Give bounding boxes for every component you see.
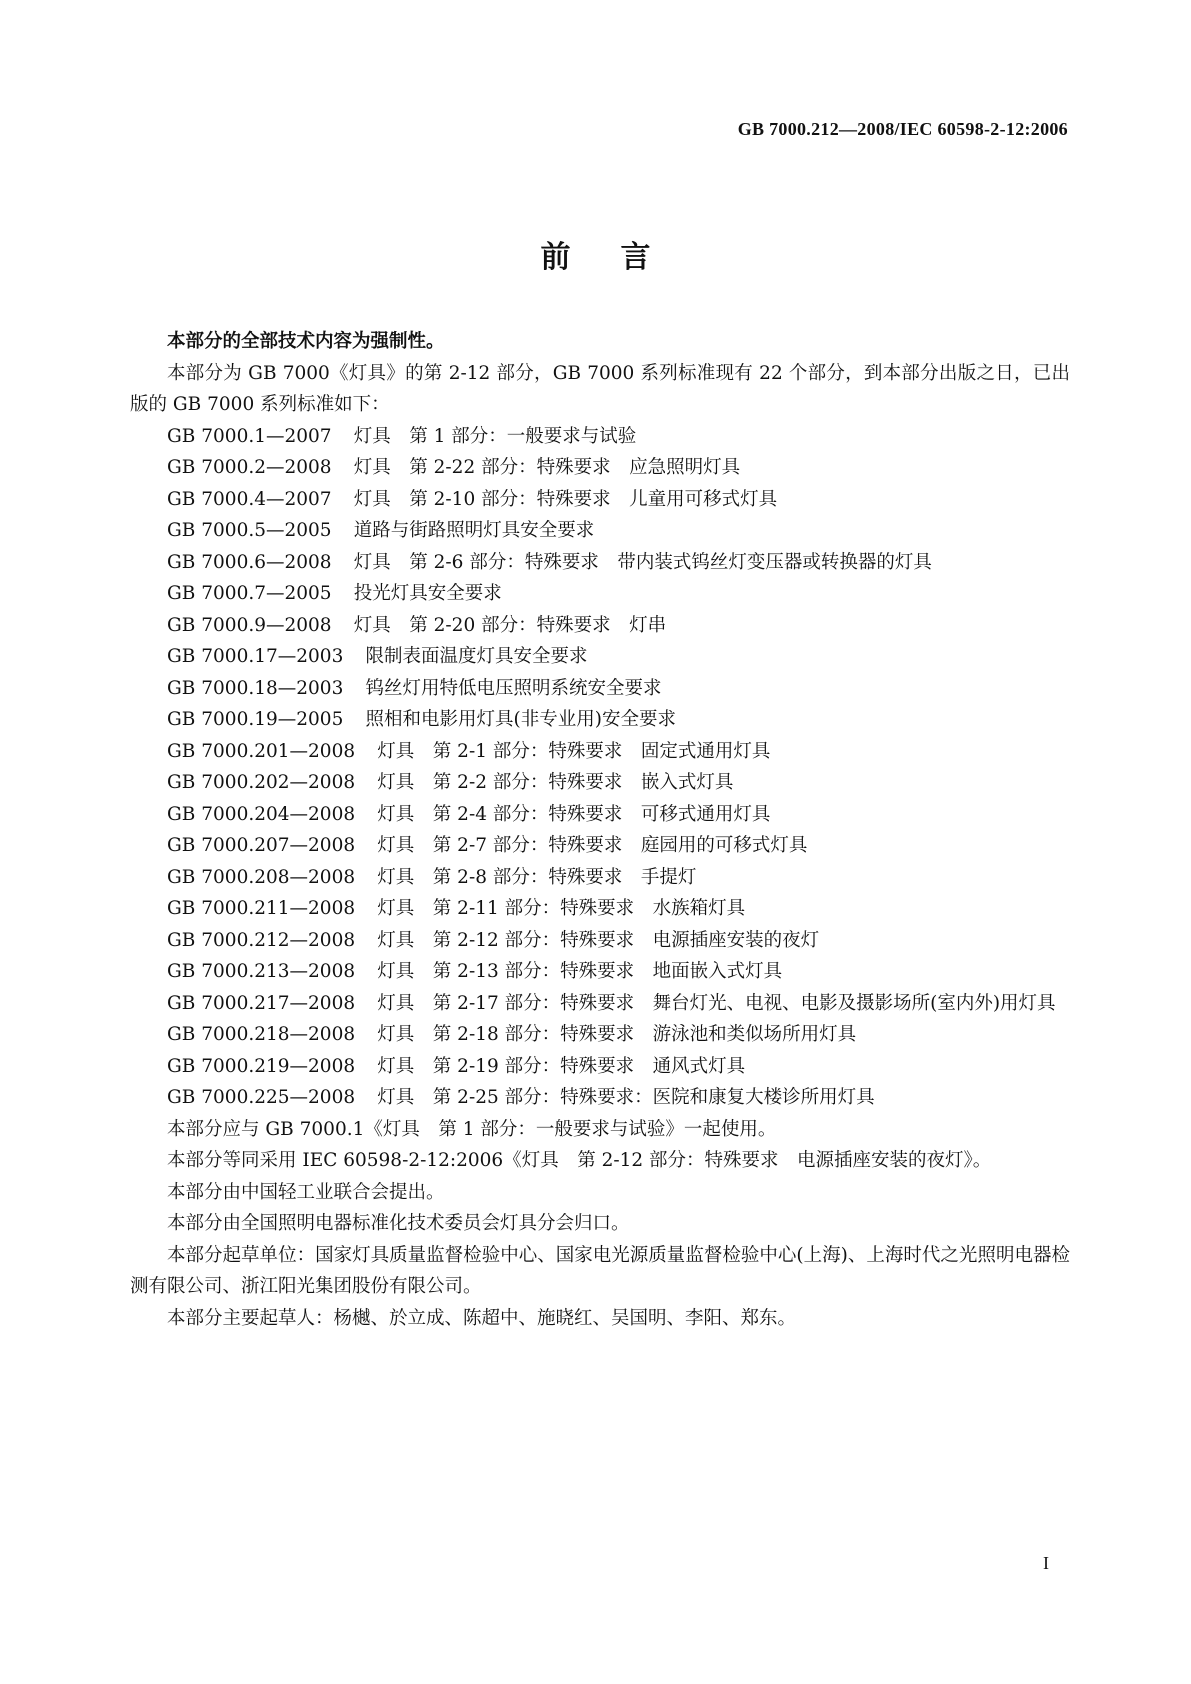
mandatory-statement: 本部分的全部技术内容为强制性。 xyxy=(167,331,445,352)
standard-list-item xyxy=(130,547,1070,579)
standard-list-item xyxy=(130,641,1070,673)
standard-title: 灯具 第 1 部分：一般要求与试验 xyxy=(353,425,637,447)
foreword-body xyxy=(130,326,1070,1334)
standard-list-item xyxy=(130,578,1070,610)
standard-list-item xyxy=(130,421,1070,453)
standard-list-item xyxy=(130,799,1070,831)
standard-code: GB 7000.17—2003 xyxy=(167,646,344,667)
standard-code: GB 7000.201—2008 xyxy=(167,740,356,762)
standard-title: 灯具 第 2-2 部分：特殊要求 嵌入式灯具 xyxy=(377,772,734,793)
standard-title: 限制表面温度灯具安全要求 xyxy=(365,646,588,667)
standard-title: 灯具 第 2-25 部分：特殊要求：医院和康复大楼诊所用灯具 xyxy=(377,1087,875,1108)
standard-title: 灯具 第 2-12 部分：特殊要求 电源插座安装的夜灯 xyxy=(377,929,820,951)
standard-list-item xyxy=(130,767,1070,799)
drafting-units-note: 本部分起草单位：国家灯具质量监督检验中心、国家电光源质量监督检验中心(上海)、上海时代之光照明电器检测有限公司、浙江阳光集团股份有限公司。 xyxy=(130,1244,1070,1297)
standard-code: GB 7000.225—2008 xyxy=(167,1087,356,1108)
standard-list-item xyxy=(130,956,1070,988)
standard-code: GB 7000.7—2005 xyxy=(167,583,332,604)
standard-code: GB 7000.19—2005 xyxy=(167,709,344,730)
standard-code: GB 7000.2—2008 xyxy=(167,457,332,478)
use-with-note: 本部分应与 GB 7000.1《灯具 第 1 部分：一般要求与试验》一起使用。 xyxy=(167,1118,777,1140)
standard-list-item xyxy=(130,484,1070,516)
standard-code: GB 7000.5—2005 xyxy=(167,520,332,541)
standard-title: 灯具 第 2-18 部分：特殊要求 游泳池和类似场所用灯具 xyxy=(377,1024,857,1045)
standard-list-item xyxy=(130,925,1070,957)
standard-title: 灯具 第 2-17 部分：特殊要求 舞台灯光、电视、电影及摄影场所(室内外)用灯具 xyxy=(377,992,1056,1014)
standard-title: 灯具 第 2-11 部分：特殊要求 水族箱灯具 xyxy=(377,898,746,919)
standard-list-item xyxy=(130,452,1070,484)
standard-list-item xyxy=(130,1051,1070,1083)
standard-list-item xyxy=(130,988,1070,1020)
standard-title: 灯具 第 2-10 部分：特殊要求 儿童用可移式灯具 xyxy=(353,488,778,510)
standard-title: 投光灯具安全要求 xyxy=(353,583,502,604)
standard-code: GB 7000.217—2008 xyxy=(167,992,356,1014)
standard-list-item xyxy=(130,736,1070,768)
series-note: 本部分为 GB 7000《灯具》的第 2-12 部分，GB 7000 系列标准现有 22 个部分，到本部分出版之日，已出版的 GB 7000 系列标准如下： xyxy=(130,362,1070,415)
page-title: 前言 xyxy=(540,240,701,275)
standard-list-item xyxy=(130,515,1070,547)
standard-list-item xyxy=(130,862,1070,894)
standard-code: GB 7000.18—2003 xyxy=(167,677,344,699)
standards-list xyxy=(130,421,1070,1114)
standard-title: 照相和电影用灯具(非专业用)安全要求 xyxy=(365,709,676,730)
standard-code: GB 7000.204—2008 xyxy=(167,803,356,825)
standard-title: 灯具 第 2-8 部分：特殊要求 手提灯 xyxy=(377,866,697,888)
standard-code: GB 7000.212—2008 xyxy=(167,929,356,951)
standard-title: 钨丝灯用特低电压照明系统安全要求 xyxy=(365,677,662,699)
standard-title: 灯具 第 2-7 部分：特殊要求 庭园用的可移式灯具 xyxy=(377,835,808,856)
proposed-by-note: 本部分由中国轻工业联合会提出。 xyxy=(167,1181,445,1203)
standard-code: GB 7000.202—2008 xyxy=(167,772,356,793)
standard-list-item xyxy=(130,673,1070,705)
standard-code: GB 7000.211—2008 xyxy=(167,898,356,919)
standard-title: 灯具 第 2-4 部分：特殊要求 可移式通用灯具 xyxy=(377,803,771,825)
page-number: I xyxy=(1043,1553,1049,1573)
standard-code: GB 7000.1—2007 xyxy=(167,425,332,447)
standard-list-item xyxy=(130,893,1070,925)
standard-code: GB 7000.218—2008 xyxy=(167,1024,356,1045)
standard-title: 灯具 第 2-6 部分：特殊要求 带内装式钨丝灯变压器或转换器的灯具 xyxy=(353,551,932,573)
standard-title: 灯具 第 2-19 部分：特殊要求 通风式灯具 xyxy=(377,1055,746,1077)
standard-title: 灯具 第 2-22 部分：特殊要求 应急照明灯具 xyxy=(353,457,741,478)
standard-title: 道路与街路照明灯具安全要求 xyxy=(353,520,595,541)
standard-code: GB 7000.4—2007 xyxy=(167,488,332,510)
standard-list-item xyxy=(130,610,1070,642)
drafters-note: 本部分主要起草人：杨樾、於立成、陈超中、施晓红、吴国明、李阳、郑东。 xyxy=(167,1307,797,1329)
centralized-by-note: 本部分由全国照明电器标准化技术委员会灯具分会归口。 xyxy=(167,1213,630,1234)
standard-code: GB 7000.9—2008 xyxy=(167,614,332,636)
standard-number: GB 7000.212—2008/IEC 60598-2-12:2006 xyxy=(737,119,1068,139)
standard-list-item xyxy=(130,1019,1070,1051)
standard-code: GB 7000.6—2008 xyxy=(167,551,332,573)
standard-code: GB 7000.207—2008 xyxy=(167,835,356,856)
standard-title: 灯具 第 2-13 部分：特殊要求 地面嵌入式灯具 xyxy=(377,961,783,982)
equivalence-note: 本部分等同采用 IEC 60598-2-12:2006《灯具 第 2-12 部分：特殊要求 电源插座安装的夜灯》。 xyxy=(167,1150,992,1171)
standard-title: 灯具 第 2-20 部分：特殊要求 灯串 xyxy=(353,614,667,636)
standard-title: 灯具 第 2-1 部分：特殊要求 固定式通用灯具 xyxy=(377,740,771,762)
standard-code: GB 7000.213—2008 xyxy=(167,961,356,982)
standard-list-item xyxy=(130,830,1070,862)
standard-list-item xyxy=(130,1082,1070,1114)
standard-code: GB 7000.208—2008 xyxy=(167,866,356,888)
standard-code: GB 7000.219—2008 xyxy=(167,1055,356,1077)
standard-list-item xyxy=(130,704,1070,736)
